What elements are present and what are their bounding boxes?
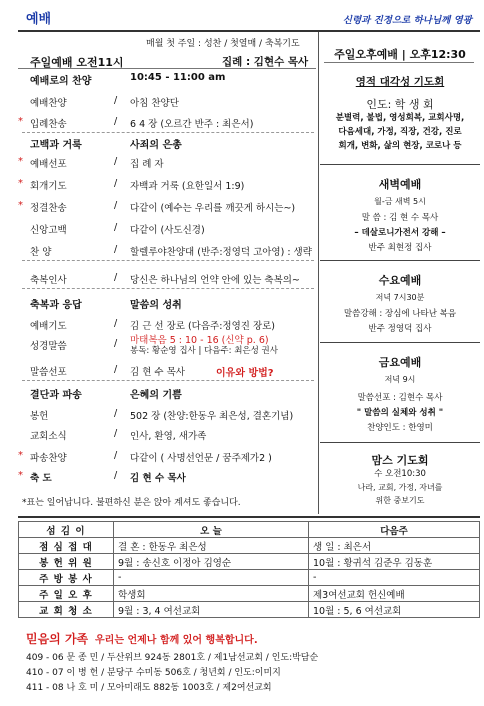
role-cell: 주 일 오 후	[19, 586, 114, 602]
order-item-value: 6 4 장 (오르간 반주 : 최은서)	[130, 119, 254, 130]
afternoon-leader: 인도: 학 생 회	[366, 98, 434, 111]
section-label: 고백과 거룩	[30, 140, 82, 151]
dawn-line-3: – 데살로니가전서 강해 –	[354, 228, 446, 238]
order-item-label: 성경말씀	[30, 341, 67, 352]
section-value: 은혜의 기쁨	[130, 390, 182, 401]
standing-mark: *	[18, 470, 23, 481]
separator-slash: /	[114, 156, 118, 167]
order-item-label: 축복인사	[30, 275, 67, 286]
separator-slash: /	[114, 178, 118, 189]
separator-slash: /	[114, 408, 118, 419]
role-cell: 봉 헌 위 원	[19, 554, 114, 570]
order-item-value: 집 례 자	[130, 159, 164, 170]
page-title: 예배	[26, 12, 52, 27]
separator-slash: /	[114, 428, 118, 439]
header-cell-next-week: 다음주	[309, 522, 480, 538]
today-cell: 9월 : 3, 4 여선교회	[114, 602, 309, 618]
section-value: 사죄의 은총	[130, 140, 182, 151]
header-motto: 신령과 진정으로 하나님께 영광	[342, 15, 472, 26]
separator-slash: /	[114, 200, 118, 211]
role-cell: 교 회 청 소	[19, 602, 114, 618]
order-item-label: 예배선포	[30, 159, 67, 170]
section-label: 축복과 응답	[30, 300, 82, 311]
standing-mark: *	[18, 200, 23, 211]
order-item-label: 예배기도	[30, 321, 67, 332]
order-item-label: 정결찬송	[30, 203, 67, 214]
friday-line-1: 저녁 9시	[384, 375, 416, 384]
standing-mark: *	[18, 156, 23, 167]
table-row	[19, 570, 480, 586]
table-row	[19, 586, 480, 602]
order-item-label: 말씀선포	[30, 367, 67, 378]
section-value: 말씀의 성취	[130, 300, 182, 311]
today-cell: 결 혼 : 한동우 최은성	[114, 538, 309, 554]
dotted-divider	[22, 260, 314, 261]
section-label: 예배로의 찬양	[30, 76, 92, 87]
friday-rule	[320, 442, 480, 443]
separator-slash: /	[114, 95, 118, 106]
separator-slash: /	[114, 338, 118, 349]
order-item-label: 교회소식	[30, 431, 67, 442]
next-week-cell: 10월 : 황귀석 김준우 김동훈	[309, 554, 480, 570]
section-value: 10:45 - 11:00 am	[130, 72, 226, 83]
order-item-value: 다같이 (예수는 우리를 깨끗게 하시는~)	[130, 203, 296, 214]
today-cell: 9월 : 송신호 이정아 김영순	[114, 554, 309, 570]
duty-roster-table	[18, 521, 480, 618]
prayer-meeting-line-2: 나라, 교회, 가정, 자녀를	[357, 483, 443, 492]
table-top-rule	[18, 516, 480, 518]
order-item-label: 회개기도	[30, 181, 67, 192]
separator-slash: /	[114, 222, 118, 233]
prayer-meeting-title: 맘스 기도회	[371, 454, 429, 467]
next-week-cell: 생 일 : 최은서	[309, 538, 480, 554]
dawn-title: 새벽예배	[378, 178, 422, 191]
separator-slash: /	[114, 116, 118, 127]
dawn-line-2: 말 씀 : 김 현 수 목사	[361, 213, 439, 223]
order-item-value: 당신은 하나님의 언약 안에 있는 축복의~	[130, 275, 300, 286]
order-item-value: 502 장 (찬양:한동우 최은성, 결혼기념)	[130, 411, 294, 422]
order-item-value: 인사, 환영, 새가족	[130, 431, 207, 442]
prayer-topic-line-2: 다음세대, 가정, 직장, 건강, 진로	[338, 127, 462, 137]
header-rule	[18, 30, 480, 32]
order-item-label: 예배찬양	[30, 98, 67, 109]
order-item-value: 다같이 (사도신경)	[130, 225, 205, 236]
table-row	[19, 538, 480, 554]
table-row	[19, 602, 480, 618]
footnote: *표는 일어납니다. 불편하신 분은 앉아 계셔도 좋습니다.	[22, 498, 241, 508]
sunday-title-rule	[18, 68, 316, 69]
order-item-label: 입례찬송	[30, 119, 67, 130]
order-item-label: 파송찬양	[30, 453, 67, 464]
scripture-reference: 마태복음 5 : 10 - 16 (신약 p. 6)	[130, 335, 269, 346]
prayer-topic-line-3: 회개, 변화, 삶의 현장, 코로나 등	[338, 141, 462, 151]
dotted-divider	[22, 132, 314, 133]
wednesday-line-3: 반주 정영덕 집사	[368, 324, 432, 334]
standing-mark: *	[18, 450, 23, 461]
order-item-value: 김 현 수 목사	[130, 473, 186, 484]
family-subtitle: 우리는 언제나 함께 있어 행복합니다.	[95, 635, 258, 646]
next-week-cell: 제3여선교회 헌신예배	[309, 586, 480, 602]
next-week-cell: 10월 : 5, 6 여선교회	[309, 602, 480, 618]
wednesday-line-1: 저녁 7시30분	[375, 293, 425, 302]
separator-slash: /	[114, 450, 118, 461]
standing-mark: *	[18, 178, 23, 189]
role-cell: 점 심 접 대	[19, 538, 114, 554]
separator-slash: /	[114, 364, 118, 375]
afternoon-subtitle: 영적 대각성 기도회	[355, 76, 445, 88]
role-cell: 주 방 봉 사	[19, 570, 114, 586]
dotted-divider	[22, 288, 314, 289]
sunday-service-title: 주일예배 오전11시	[30, 56, 124, 69]
sunday-officiant: 집례 : 김현수 목사	[222, 56, 309, 68]
today-cell: 학생회	[114, 586, 309, 602]
wednesday-rule	[320, 342, 480, 343]
today-cell: -	[114, 570, 309, 586]
dawn-line-4: 반주 최현정 집사	[368, 243, 432, 253]
sermon-title: 이유와 방법?	[216, 368, 274, 379]
order-item-value: 할렐루야찬양대 (반주:정영덕 고아영) : 생략	[130, 247, 312, 258]
monthly-note: 매월 첫 주일 : 성찬 / 첫열매 / 축복기도	[146, 39, 300, 49]
sermon-preacher: 김 현 수 목사	[130, 367, 185, 378]
family-line-3: 411 - 08 나 호 미 / 모아미래도 882동 1003호 / 제2여선교회	[26, 683, 272, 693]
order-item-value: 아침 찬양단	[130, 98, 179, 109]
separator-slash: /	[114, 318, 118, 329]
next-week-cell: -	[309, 570, 480, 586]
prayer-topic-line-1: 분별력, 불법, 영성회복, 교회사명,	[335, 113, 465, 123]
family-line-1: 409 - 06 문 종 민 / 두산위브 924동 2801호 / 제1남선교회 / 인도:박담순	[26, 653, 319, 663]
order-item-value: 자백과 거룩 (요한일서 1:9)	[130, 181, 245, 192]
table-header-row	[19, 522, 480, 538]
afternoon-title-rule	[324, 62, 474, 63]
order-item-label: 축 도	[30, 473, 52, 484]
separator-slash: /	[114, 272, 118, 283]
friday-line-4: 찬양인도 : 한영미	[367, 423, 433, 433]
prayer-meeting-line-1: 수 오전10:30	[374, 469, 426, 479]
family-line-2: 410 - 07 이 병 헌 / 분당구 수미동 506호 / 청년회 / 인도:이미지	[26, 668, 281, 678]
wednesday-title: 수요예배	[378, 274, 422, 287]
prayer-meeting-line-3: 위한 중보기도	[375, 496, 425, 505]
order-item-label: 찬 양	[30, 247, 52, 258]
friday-line-3: " 말씀의 실체와 성취 "	[356, 408, 444, 418]
afternoon-service-title: 주일오후예배 | 오후12:30	[334, 48, 466, 61]
section-label: 결단과 파송	[30, 390, 82, 401]
dawn-line-1: 월-금 새벽 5시	[374, 197, 426, 206]
separator-slash: /	[114, 244, 118, 255]
table-row	[19, 554, 480, 570]
header-cell-today: 오 늘	[114, 522, 309, 538]
order-item-label: 봉헌	[30, 411, 49, 422]
column-divider	[318, 32, 319, 514]
order-item-value: 다같이 ( 사명선언문 / 꿈주제가2 )	[130, 453, 272, 464]
dawn-rule	[320, 260, 480, 261]
order-item-label: 신앙고백	[30, 225, 67, 236]
header-cell-role: 섬 김 이	[19, 522, 114, 538]
friday-title: 금요예배	[378, 356, 422, 369]
separator-slash: /	[114, 470, 118, 481]
order-item-value: 김 근 선 장로 (다음주:정영진 장로)	[130, 321, 276, 332]
family-heading	[26, 630, 258, 647]
friday-line-2: 말씀선포 : 김현수 목사	[357, 393, 443, 403]
standing-mark: *	[18, 116, 23, 127]
family-title: 믿음의 가족	[26, 632, 89, 646]
dotted-divider	[22, 380, 314, 381]
scripture-reader: 봉독: 황순영 집사 | 다음주: 최은성 권사	[130, 346, 278, 356]
afternoon-rule	[320, 164, 480, 165]
wednesday-line-2: 말씀강해 : 장심에 나타난 복음	[343, 309, 457, 319]
